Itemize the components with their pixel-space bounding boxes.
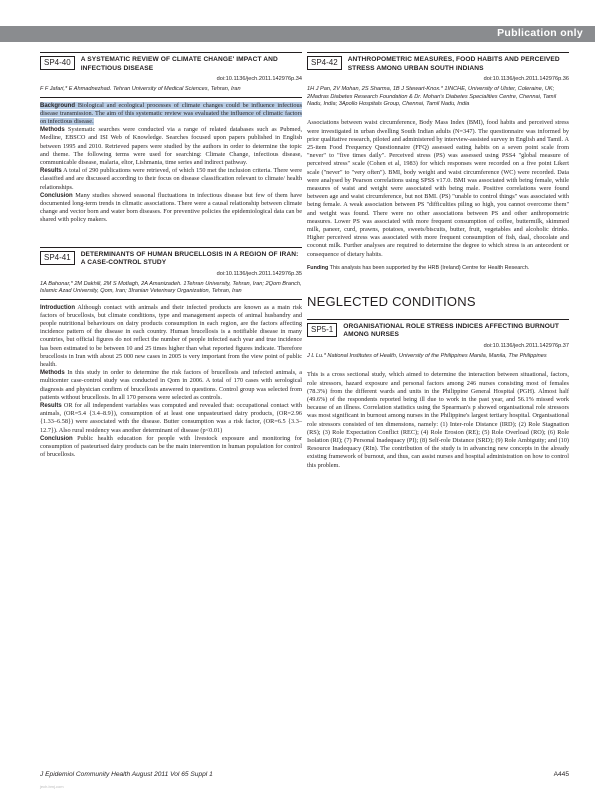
abstract-header (40, 52, 302, 73)
introduction-text: Although contact with animals and their infected products are known as a main risk factors of brucellosis, but climate conditions, type and management aspects of animal husbandry and people nutritional behaviours on dairy products consumption in each region, are the factors affecting incidence pattern of the disease in each country. Human brucellosis is a notifiable disease in many countries, but official figures do not reflect the number of people infected each year and true incidence has been estimated to be between 10 and 25 times higher than what reported figures indicate. Therefore brucellosis in Iran with about 25 000 new cases in 2005 is very important from the view point of public health. (40, 303, 302, 369)
abstract-conclusion (40, 435, 302, 460)
abstract-methods (40, 126, 302, 167)
page-footer (40, 771, 569, 778)
abstract-results (40, 167, 302, 192)
page-number: A445 (553, 771, 569, 778)
publication-only-label: Publication only (497, 27, 583, 39)
abstract-doi[interactable]: doi:10.1136/jech.2011.142976p.34 (216, 76, 302, 83)
abstract-results (40, 402, 302, 435)
results-text: A total of 290 publications were retrieved, of which 150 met the inclusion criteria. There were classified and are discussed according to their focus on disease classification relevant to climate/ health relationships. (40, 167, 302, 191)
conclusion-label: Conclusion (40, 435, 73, 442)
abstract-id: SP4-40 (40, 56, 75, 70)
abstract-sp5-1 (307, 319, 569, 470)
abstract-sp4-40 (40, 52, 302, 225)
methods-text: In this study in order to determine the risk factors of brucellosis and infected animals, a multicenter case-control study was conducted in Qom in 2006. A total of 170 cases with serological diagnosis and physician confirm of brucellosis answered to questions. Control group was selected from patients without brucellosis. In all 170 persons were selected as controls. (40, 369, 303, 401)
methods-label: Methods (40, 370, 65, 377)
abstract-sp4-41 (40, 247, 302, 460)
methods-label: Methods (40, 127, 65, 134)
abstract-title: A SYSTEMATIC REVIEW OF CLIMATE CHANGE' IMPACT AND INFECTIOUS DISEASE (80, 56, 278, 72)
abstract-doi[interactable]: doi:10.1136/jech.2011.142976p.37 (483, 343, 569, 350)
abstract-header (307, 319, 569, 340)
abstract-conclusion (40, 192, 302, 225)
background-label: Background (40, 102, 76, 109)
abstract-title: ORGANISATIONAL ROLE STRESS INDICES AFFECTING BURNOUT AMONG NURSES (343, 322, 559, 339)
abstract-id: SP4-42 (307, 56, 342, 70)
abstract-introduction (40, 304, 302, 370)
background-text: Biological and ecological processes of climate changes could be influence infectious disease transmission. The aim of this systematic review was evaluated the influence of climatic factors on infectious disease. (40, 101, 302, 125)
conclusion-text: Public health education for people with livestock exposure and monitoring for consumption of pasteurised dairy products can be the main intervention in human population for control of brucellosis. (40, 434, 302, 459)
abstract-authors: F F Jafari,* E Ahmadnezhad. Tehran University of Medical Sciences, Tehran, Iran (40, 86, 302, 97)
abstract-funding (307, 265, 569, 272)
introduction-label: Introduction (40, 304, 75, 311)
right-column (307, 52, 569, 482)
results-label: Results (40, 403, 62, 410)
abstract-title: DETERMINANTS OF HUMAN BRUCELLOSIS IN A REGION OF IRAN: A CASE-CONTROL STUDY (80, 250, 299, 267)
abstract-authors: 1H J Pan, 2V Mohan, 2S Sharma, 1B J Stewart-Knox.* 1INCHE, University of Ulster, Coleraine, UK; 2Madras Diabetes Research Foundation & Dr. Mohan's Diabetes Specialities Centre, Chennai, Tamil Nadu, India; 3Apollo Hospitals Group, Chennai, Tamil Nadu, India (307, 86, 557, 107)
results-text: OR for all independent variables was computed and revealed that: occupational contact with animals, (OR=5.4 {3.4–8.9}), consumption of at least one unpasteurised dairy products, (OR=2.96 {1.33–6.58}) were associated with the disease. Butter consumption was a risk factor, (OR=6.5 {3.3–12.7}). Also rural residency was another determinant of disease (p<0.01) (40, 402, 302, 434)
abstract-authors: 1A Bahonar,* 2M Dakhili, 2M S Motlagh, 2A Amanizadeh. 1Tehran University, Tehran, Iran; 2Qom Branch, Islamic Azad University, Qom, Iran; 3Iranian Veterinary Organization, Tehran, Iran (40, 281, 302, 300)
abstract-authors: J L Lu.* National Institutes of Health, University of the Philippines Manila, Manila, The Philippines (307, 353, 547, 360)
methods-text: Systematic searches were conducted via a range of related databases such as Pubmed, Medline, EBSCO and ISI Web of Knowledge. Searches focused upon papers published in English between 1995 and 2010. Retrieved papers were studied by the authors in order to determine the topic and theme. The following terms were used for searching: Climate Change, infectious disease, communicable disease, malaria, eltor, Lishmania, time series and indirect pathway. (40, 126, 303, 167)
funding-text: This analysis has been supported by the HRB (Ireland) Centre for Health Research. (329, 264, 530, 271)
site-watermark: jech.bmj.com (40, 784, 64, 789)
abstract-body: Associations between waist circumference, Body Mass Index (BMI), food habits and perceived stress were investigated in urban dwelling South Indian adults (N=347). The questionnaire was informed by prior qualitative research, piloted and administered by interview-assisted survey in English and Tamil. A 25-item Food Frequency Questionnaire (FFQ) assessed eating habits on a seven point scale from "never" to "five times daily". Perceived stress (PS) was assessed using PSS4 "global measure of perceived stress" scale (Cohen et al, 1983) for which responses were recorded on a five point Likert scale ("never" to "very often"). BMI, body weight and waist circumference (WC) were recorded. Data were analysed by Pearson correlations using SPSS v17.0. BMI was associated with being female, while measures of waist and weight were associated with being male. Positive correlations were found between age and waist circumference, but not BMI. (PS) "unable to control things" was associated with being female. A weak association between PS "difficulties piling so high, you cannot overcome them" and weight was found. There were no other associations between PS and other anthropometric measures. Lower PS was associated with more frequent consumption of coffee, buttermilk, skimmed milk, paneer, curd, prawns, potatoes, sweets/biscuits, butter, fruit, vegetables and alcoholic drinks. Higher perceived stress was associated with more frequent consumption of fish, daal, chocolate and coconut milk. Further analyses are required to determine the degree to which stress is an antecedent or consequence of dietary habits. (307, 119, 569, 258)
publication-header (0, 0, 595, 46)
abstract-background (40, 102, 302, 127)
funding-label: Funding (307, 264, 329, 271)
abstract-id: SP5-1 (307, 323, 337, 337)
conclusion-label: Conclusion (40, 192, 73, 199)
abstract-title: ANTHROPOMETRIC MEASURES, FOOD HABITS AND PERCEIVED STRESS AMONG URBAN SOUTH INDIANS (347, 56, 560, 72)
journal-citation: J Epidemiol Community Health August 2011 Vol 65 Suppl 1 (40, 771, 213, 778)
abstract-header (40, 247, 302, 268)
abstract-methods (40, 369, 302, 402)
conclusion-text: Many studies showed seasonal fluctuations in infectious disease but few of them have documented long-term trends in climatic associations. There were a causal relationship between climate change and vector born and water born diseases. For preventive policies the epidemiological data can be shared with policy makers. (40, 191, 302, 224)
abstract-header (307, 52, 569, 73)
abstract-sp4-42 (307, 52, 569, 272)
results-label: Results (40, 168, 62, 175)
section-heading: NEGLECTED CONDITIONS (307, 293, 476, 309)
abstract-id: SP4-41 (40, 251, 75, 265)
abstract-body: This is a cross sectional study, which aimed to determine the interaction between situational, factors, role stressors, hazard exposure and personal factors among 246 nurses consisting most of females (78.3%) from the different wards and units in the Philippine General Hospital (PGH). Almost half (49.6%) of the respondents reported being ill due to work in the past year, and 56.1% missed work because of an illness. Correlation statistics using the Spearman's p showed organisational role stressors was most significant in burnout among nurses in the Philippine's largest tertiary hospital. Organisational role stressors consisted of ten dimensions, namely: (1) Inter-role Distance (IRD); (2) Role Stagnation (RS); (3) Role Expectation Conflict (REC); (4) Role Erosion (RE); (5) Role Overload (RO); (6) Role Isolation (RI); (7) Personal Inadequacy (PI); (8) Self-role Distance (SRD); (9) Role Ambiguity; and (10) Resource Inadequacy (RIn). The contribution of the study is in advancing new concepts in the already existing framework of burnout, and thus, can assist nurses and hospital administration on how to control this problem. (307, 371, 569, 469)
abstract-doi[interactable]: doi:10.1136/jech.2011.142976p.36 (483, 76, 569, 83)
abstract-doi[interactable]: doi:10.1136/jech.2011.142976p.35 (216, 270, 302, 277)
left-column (40, 52, 302, 472)
